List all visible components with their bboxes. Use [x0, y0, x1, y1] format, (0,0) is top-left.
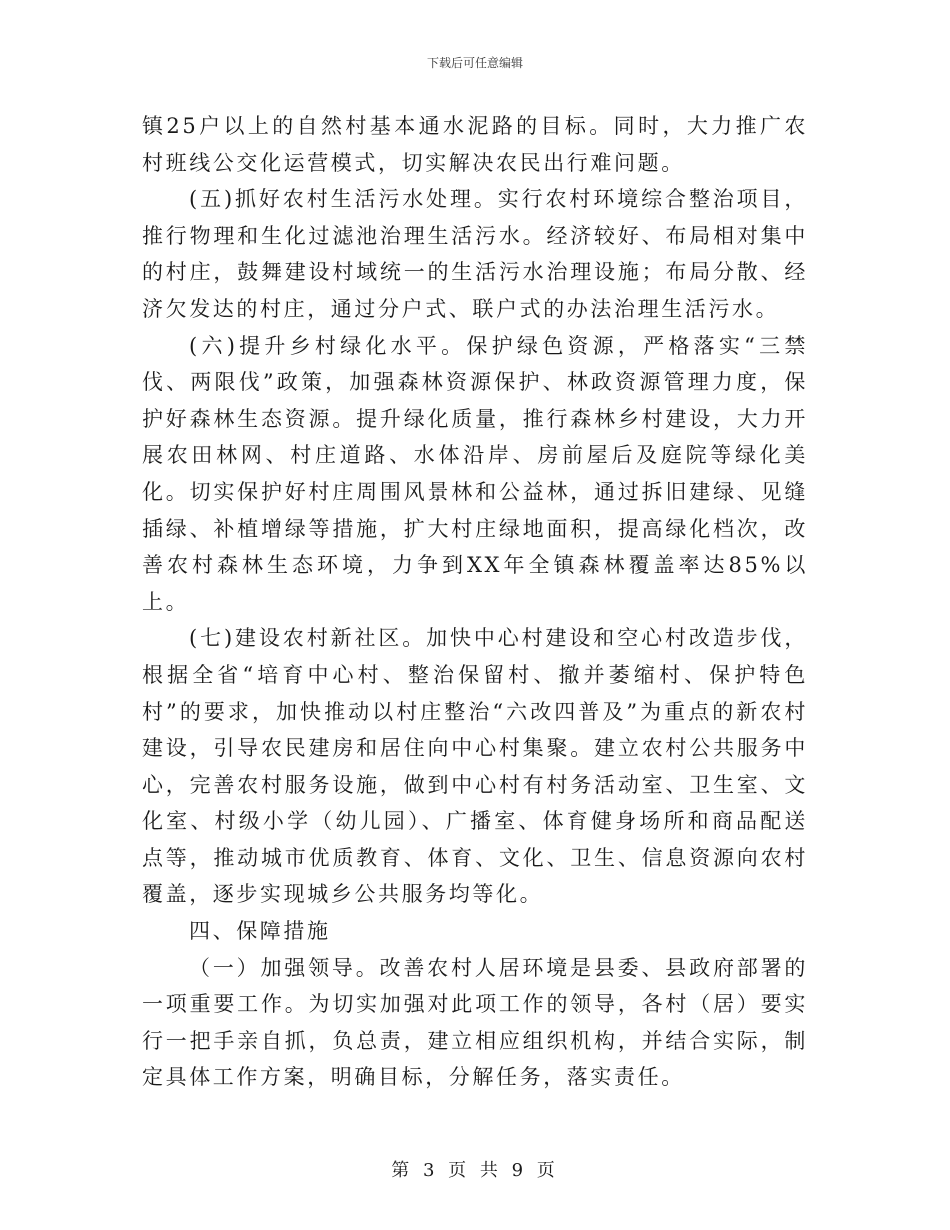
page-number-footer: 第 3 页 共 9 页: [391, 1160, 559, 1181]
document-body: [142, 108, 808, 1096]
header-note: 下载后可任意编辑: [426, 56, 523, 70]
paragraph-section-6: (六)提升乡村绿化水平。保护绿色资源，严格落实“三禁伐、两限伐”政策，加强森林资源保护、林政资源管理力度，保护好森林生态资源。提升绿化质量，推行森林乡村建设，大力开展农田林网、村庄道路、水体沿岸、房前屋后及庭院等绿化美化。切实保护好村庄周围风景林和公益林，通过拆旧建绿、见缝插绿、补植增绿等措施，扩大村庄绿地面积，提高绿化档次，改善农村森林生态环境，力争到XX年全镇森林覆盖率达85%以上。: [142, 333, 808, 614]
paragraph-section-5: (五)抓好农村生活污水处理。实行农村环境综合整治项目，推行物理和生化过滤池治理生活污水。经济较好、布局相对集中的村庄，鼓舞建设村域统一的生活污水治理设施；布局分散、经济欠发达的村庄，通过分户式、联户式的办法治理生活污水。: [142, 187, 808, 321]
paragraph-section-7: (七)建设农村新社区。加快中心村建设和空心村改造步伐，根据全省“培育中心村、整治保留村、撤并萎缩村、保护特色村”的要求，加快推动以村庄整治“六改四普及”为重点的新农村建设，引导农民建房和居住向中心村集聚。建立农村公共服务中心，完善农村服务设施，做到中心村有村务活动室、卫生室、文化室、村级小学（幼儿园）、广播室、体育健身场所和商品配送点等，推动城市优质教育、体育、文化、卫生、信息资源向农村覆盖，逐步实现城乡公共服务均等化。: [142, 626, 808, 907]
section-heading-safeguards: 四、保障措施: [189, 919, 331, 944]
paragraph-continuation: 镇25户以上的自然村基本通水泥路的目标。同时，大力推广农村班线公交化运营模式，切实解决农民出行难问题。: [142, 114, 808, 175]
paragraph-safeguard-1: （一）加强领导。改善农村人居环境是县委、县政府部署的一项重要工作。为切实加强对此项工作的领导，各村（居）要实行一把手亲自抓，负总责，建立相应组织机构，并结合实际，制定具体工作方案，明确目标，分解任务，落实责任。: [142, 955, 808, 1090]
